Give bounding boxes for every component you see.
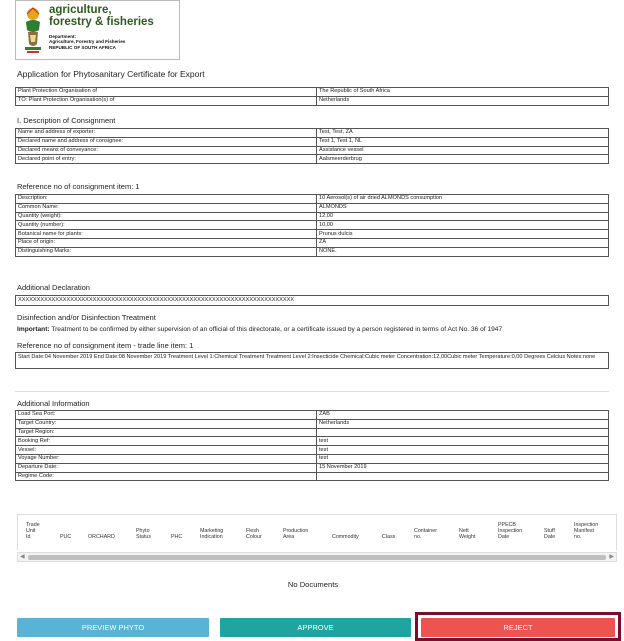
logo-department [49, 34, 125, 50]
table-row [16, 419, 609, 428]
header-line: no. [414, 534, 422, 540]
table-row [16, 155, 609, 164]
row-label: Declared means of conveyance: [16, 146, 317, 155]
row-value: Netherlands [317, 96, 609, 105]
column-header-container-no[interactable] [414, 528, 437, 540]
consignment-description-table [15, 128, 609, 164]
row-value: Test, Test, ZA [317, 129, 609, 138]
row-label: Load Sea Port: [16, 411, 317, 420]
header-line: Class [382, 534, 396, 540]
table-row [16, 221, 609, 230]
row-label: Target Region: [16, 428, 317, 437]
important-text: Treatment to be confirmed by either supervision of an official of this directorate, or a certificate issued by a person registered in terms of Act No. 36 of 1947 [49, 326, 503, 333]
trade-line-table-header [17, 514, 617, 550]
column-header-flesh-colour[interactable] [246, 528, 262, 540]
logo-dept-line2: Agriculture, Forestry and Fisheries [49, 39, 126, 45]
table-row [16, 129, 609, 138]
header-line: Inspection [498, 528, 523, 534]
row-value: test [317, 437, 609, 446]
header-line: Inspection [574, 522, 599, 528]
preview-phyto-button[interactable]: PREVIEW PHYTO [17, 618, 209, 637]
logo-title [49, 4, 154, 28]
row-value: 10,00 [317, 221, 609, 230]
header-line: Phyto [136, 528, 150, 534]
table-row [16, 195, 609, 204]
row-label: Place of origin: [16, 238, 317, 247]
section-title-consignment-item: Reference no of consignment item: 1 [17, 182, 140, 191]
column-header-phyto-status[interactable] [136, 528, 151, 540]
header-line: Id [26, 534, 31, 540]
header-line: Manifest [574, 528, 595, 534]
section-title-additional-declaration: Additional Declaration [17, 283, 90, 292]
row-label: Declared name and address of consignee: [16, 137, 317, 146]
table-row [16, 472, 609, 481]
row-label: Target Country: [16, 419, 317, 428]
column-header-phc[interactable] [171, 534, 182, 540]
table-row [16, 230, 609, 239]
important-label: Important: [17, 326, 50, 333]
table-row [16, 238, 609, 247]
header-line: Marketing [200, 528, 224, 534]
row-label: Distinguishing Marks: [16, 247, 317, 256]
reject-button[interactable]: REJECT [421, 618, 615, 637]
row-value: 12,00 [317, 212, 609, 221]
organisation-table [15, 87, 609, 106]
logo-title-line2: forestry & fisheries [49, 16, 154, 28]
header-line: PHC [171, 534, 183, 540]
header-line: Commodity [332, 534, 359, 540]
row-value: test [317, 446, 609, 455]
row-label: Voyage Number: [16, 454, 317, 463]
row-label: Vessel: [16, 446, 317, 455]
column-header-puc[interactable] [60, 534, 71, 540]
column-header-class[interactable] [382, 534, 395, 540]
divider [15, 391, 609, 392]
row-label: Plant Protection Organisation of [16, 88, 317, 97]
row-label: Name and address of exporter: [16, 129, 317, 138]
header-line: Stuff [544, 528, 555, 534]
row-value: ZA [317, 238, 609, 247]
table-row [16, 411, 609, 420]
header-line: ORCHARD [88, 534, 115, 540]
row-label: Booking Ref: [16, 437, 317, 446]
table-row [16, 96, 609, 105]
table-row [16, 454, 609, 463]
additional-information-table [15, 410, 609, 481]
row-label: TO: Plant Protection Organisation(s) of [16, 96, 317, 105]
header-line: Production [283, 528, 309, 534]
header-line: PUC [60, 534, 72, 540]
section-title-description: I. Description of Consignment [17, 116, 116, 125]
row-value [317, 472, 609, 481]
header-line: Date [498, 534, 510, 540]
table-row [16, 88, 609, 97]
row-label: Botanical name for plants: [16, 230, 317, 239]
approve-button[interactable]: APPROVE [220, 618, 411, 637]
table-row [16, 146, 609, 155]
header-line: Indication [200, 534, 223, 540]
section-title-disinfection: Disinfection and/or Disinfection Treatment [17, 313, 156, 322]
department-logo [15, 0, 180, 60]
important-note [17, 326, 502, 333]
column-header-commodity[interactable] [332, 534, 359, 540]
row-label: Description: [16, 195, 317, 204]
horizontal-scrollbar[interactable] [17, 552, 617, 562]
row-label: Quantity (weight): [16, 212, 317, 221]
column-header-marketing-indication[interactable] [200, 528, 223, 540]
table-row [16, 203, 609, 212]
row-value: NONE. [317, 247, 609, 256]
row-value: Aalsmeerderbrug [317, 155, 609, 164]
header-line: Trade [26, 522, 40, 528]
table-row [16, 247, 609, 256]
header-line: Container [414, 528, 437, 534]
header-line: Unit [26, 528, 36, 534]
row-label: Declared point of entry: [16, 155, 317, 164]
no-documents-message: No Documents [287, 580, 339, 589]
column-header-stuff-date[interactable] [544, 528, 555, 540]
row-value [317, 428, 609, 437]
row-value: 10 Aerosol(s) of air dried ALMONDS consumption [317, 195, 609, 204]
row-label: Regime Code: [16, 472, 317, 481]
column-header-trade-unit-id[interactable] [26, 522, 40, 540]
header-line: Status [136, 534, 152, 540]
table-row [16, 437, 609, 446]
row-value: ZAB [317, 411, 609, 420]
table-row [16, 463, 609, 472]
logo-dept-line1: Department: [49, 34, 77, 39]
table-row [16, 428, 609, 437]
section-title-additional-information: Additional Information [17, 399, 90, 408]
row-value: Test 1, Test 1, NL [317, 137, 609, 146]
column-header-ppecb-inspection-date[interactable] [498, 522, 522, 540]
row-value: Assistance vessel [317, 146, 609, 155]
header-line: Colour [246, 534, 262, 540]
row-value: Netherlands [317, 419, 609, 428]
column-header-inspection-manifest-no[interactable] [574, 522, 598, 540]
table-row [16, 446, 609, 455]
treatment-details: Start Date:04 November 2019 End Date:08 November 2019 Treatment Level 1:Chemical Treatment Treatment Level 2:Insecticide Chemical:Cubic meter Concentration:12,00Cubic meter Temperature:0,00 Degrees Celcius Notes:none [15, 352, 609, 369]
additional-declaration-text: XXXXXXXXXXXXXXXXXXXXXXXXXXXXXXXXXXXXXXXXXXXXXXXXXXXXXXXXXXXXXXXXXXXXXXXXXX [15, 295, 609, 306]
scrollbar-thumb[interactable] [28, 555, 606, 560]
header-line: Date [544, 534, 556, 540]
column-header-nett-weight[interactable] [459, 528, 475, 540]
logo-title-line1: agriculture, [49, 4, 112, 16]
row-value: Prunus dulcis [317, 230, 609, 239]
scroll-right-arrow-icon[interactable]: ▶ [609, 554, 614, 560]
table-row [16, 212, 609, 221]
row-label: Departure Date: [16, 463, 317, 472]
column-header-production-area[interactable] [283, 528, 308, 540]
header-line: Weight [459, 534, 476, 540]
row-label: Common Name: [16, 203, 317, 212]
trade-line-title: Reference no of consignment item - trade line item: 1 [17, 341, 194, 350]
header-line: no. [574, 534, 582, 540]
row-value: test [317, 454, 609, 463]
table-row [16, 137, 609, 146]
header-line: Nett [459, 528, 469, 534]
row-value: ALMONDS [317, 203, 609, 212]
column-header-orchard[interactable] [88, 534, 115, 540]
row-value: 15 November 2019 [317, 463, 609, 472]
logo-dept-line3: REPUBLIC OF SOUTH AFRICA [49, 44, 116, 50]
consignment-item-table [15, 194, 609, 257]
coat-of-arms-icon [22, 6, 44, 54]
row-value: The Republic of South Africa [317, 88, 609, 97]
scroll-left-arrow-icon[interactable]: ◀ [20, 554, 25, 560]
header-line: Area [283, 534, 295, 540]
document-title: Application for Phytosanitary Certificate for Export [17, 69, 205, 79]
row-label: Quantity (number): [16, 221, 317, 230]
header-line: PPECB [498, 522, 516, 528]
header-line: Flesh [246, 528, 259, 534]
